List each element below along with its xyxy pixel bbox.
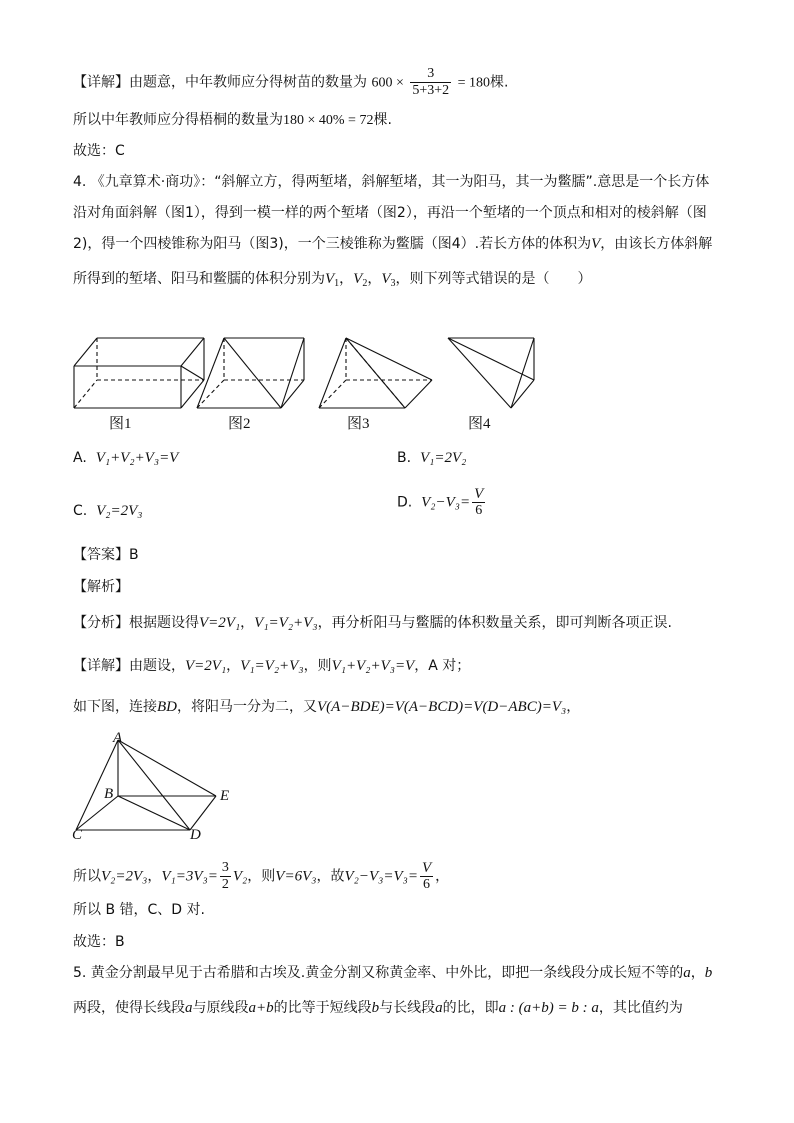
point-a: A: [113, 730, 123, 746]
option-text: V₂−V₃=: [421, 494, 471, 511]
text: ，将阳马一分为二，又: [177, 699, 317, 715]
q4-stem-2: 沿对角面斜解（图1），得到一模一样的两个堑堵（图2），再沿一个堑堵的一个顶点和相对的棱斜解（图: [73, 205, 707, 221]
expr-result: = 180: [457, 75, 490, 91]
text: 所得到的堑堵、阳马和鳖臑的体积分别为: [73, 271, 325, 287]
text: ，再分析阳马与鳖臑的体积数量关系，即可判断各项正误.: [317, 615, 673, 631]
text: ，则下列等式错误的是（ ）: [395, 271, 592, 287]
point-c: C: [72, 827, 83, 843]
so-line: 所以V₂=2V₃，V₁=3V₃= $\frac{3}{2}$ V₂，则V=6V₃，故V₂−V₃=V₃= $\frac{V}{6}$ ，: [73, 860, 450, 892]
expr: 180 × 40% = 72: [283, 113, 374, 128]
detail-label: 【详解】: [73, 74, 129, 91]
line-connect-bd: 如下图，连接BD，将阳马一分为二，又V(A−BDE)=V(A−BCD)=V(D−ABC)=V₃，: [73, 699, 581, 715]
fraction: $\frac{3}{2}$: [221, 860, 229, 892]
conclusion-line: 所以 B 错，C、D 对.: [73, 902, 205, 918]
q4-stem-3: 2)，得一个四棱锥称为阳马（图3)，一个三棱锥称为鳖臑（图4）.若长方体的体积为V，由该长方体斜解: [73, 236, 713, 252]
option-c: [73, 501, 143, 521]
unit: 棵.: [489, 74, 509, 91]
eq: V₁=V₂+V₃: [240, 658, 304, 674]
figure-2-prism: [197, 338, 304, 408]
pyramid-figure: [0, 720, 300, 845]
text: 根据题设得: [129, 615, 199, 631]
var: a+b: [248, 1000, 274, 1016]
var: a: [185, 1000, 193, 1016]
option-text: V₁=2V₂: [419, 450, 467, 466]
figures-1-4: [0, 325, 794, 415]
eq: V=2V₁: [185, 658, 227, 674]
fig-label-4: 图4: [468, 416, 491, 432]
text: 如下图，连接: [73, 699, 157, 715]
expr-prefix: 600 ×: [371, 75, 404, 91]
var: a: [435, 1000, 443, 1016]
text: 5. 黄金分割最早见于古希腊和古埃及.黄金分割又称黄金率、中外比，即把一条线段分成长短不等的: [73, 965, 684, 981]
text: ，则: [247, 868, 276, 885]
option-label: B.: [397, 450, 412, 466]
eq: V=2V₁: [199, 615, 241, 631]
option-label: D.: [397, 494, 413, 511]
eq: V₂=2V₃: [101, 868, 148, 885]
edge-ae: [118, 740, 216, 796]
text: 2)，得一个四棱锥称为阳马（图3)，一个三棱锥称为鳖臑（图4）.若长方体的体积为: [73, 236, 592, 252]
eq: V=6V₃: [275, 868, 317, 885]
label: 【分析】: [73, 615, 129, 631]
label: 【详解】: [73, 658, 129, 674]
fraction: $\frac{3}{5+3+2}$: [412, 66, 450, 98]
edge-bd: [118, 796, 190, 830]
text: 由题设，: [129, 658, 185, 674]
point-b: B: [104, 786, 114, 802]
detail-line-1: [73, 66, 508, 99]
xiangjie-line: 【详解】由题设，V=2V₁，V₁=V₂+V₃，则V₁+V₂+V₃=V，A 对；: [73, 658, 471, 674]
answer-line-b: 故选：B: [73, 934, 125, 950]
var: b: [371, 1000, 380, 1016]
option-label: C.: [73, 503, 88, 519]
text: 的比，即: [442, 1000, 499, 1016]
q5-line-1: 5. 黄金分割最早见于古希腊和古埃及.黄金分割又称黄金率、中外比，即把一条线段分成长短不等的a，b: [73, 965, 713, 981]
edge-ad: [118, 740, 190, 830]
text: 与长线段: [379, 1000, 436, 1016]
text: ，A 对；: [414, 658, 471, 674]
answer-line: 故选：C: [73, 143, 125, 159]
eq: V₁+V₂+V₃=V: [331, 658, 415, 674]
detail-line-2: [73, 110, 392, 131]
detail-text: 由题意，中年教师应分得树苗的数量为: [129, 74, 367, 91]
var: b: [704, 965, 713, 981]
text: ，故: [316, 868, 345, 885]
fenxi-line: 【分析】根据题设得V=2V₁，V₁=V₂+V₃，再分析阳马与鳖臑的体积数量关系，即可判断各项正误.: [73, 615, 673, 631]
fig-label-3: 图3: [347, 416, 370, 432]
var: BD: [157, 699, 177, 715]
text: ，则: [303, 658, 332, 674]
text: 所以中年教师应分得梧桐的数量为: [73, 112, 283, 128]
fig-label-2: 图2: [228, 416, 251, 432]
text: ，其比值约为: [598, 1000, 683, 1016]
var: a: [683, 965, 691, 981]
figure-4-tetrahedron: [448, 338, 534, 408]
analysis-label: 【解析】: [73, 579, 129, 595]
point-e: E: [220, 788, 230, 804]
text: 与原线段: [192, 1000, 249, 1016]
eq: a : (a+b) = b : a: [498, 1000, 599, 1016]
option-label: A.: [73, 450, 87, 466]
option-a: [73, 448, 178, 468]
text: 所以: [73, 868, 101, 885]
text: 两段，使得长线段: [73, 1000, 185, 1016]
edge-de: [190, 796, 216, 830]
option-d: [397, 486, 487, 519]
point-d: D: [190, 827, 201, 843]
q4-stem-4: 所得到的堑堵、阳马和鳖臑的体积分别为$V_1$，$V_2$，$V_3$，则下列等式错误的是（ ）: [73, 271, 592, 289]
q4-stem-1: 4. 《九章算术·商功》：“斜解立方，得两堑堵，斜解堑堵，其一为阳马，其一为鳖臑”.意思是一个长方体: [73, 174, 710, 190]
q5-line-2: [73, 998, 683, 1018]
option-text: V₂=2V₃: [96, 503, 143, 519]
eq: V₂−V₃=V₃=: [344, 868, 418, 885]
figure-3-pyramid: [319, 338, 432, 408]
fraction: $\frac{V}{6}$: [421, 860, 432, 892]
figure-1-box: [74, 338, 204, 408]
option-text: V₁+V₂+V₃=V: [95, 450, 179, 466]
answer-label: 【答案】B: [73, 547, 139, 563]
option-b: [397, 448, 466, 468]
text: ，由该长方体斜解: [600, 236, 713, 252]
eq: V(A−BDE)=V(A−BCD)=V(D−ABC)=V₃: [317, 699, 567, 715]
eq: V₁=V₂+V₃: [254, 615, 318, 631]
eq: V₁=3V₃=: [161, 868, 218, 885]
unit: 棵.: [373, 112, 392, 128]
fig-label-1: 图1: [109, 416, 132, 432]
fraction: $\frac{V}{6}$: [474, 486, 484, 518]
text: 的比等于短线段: [273, 1000, 372, 1016]
edge-ac: [76, 740, 118, 830]
eq: V₂: [232, 868, 248, 885]
